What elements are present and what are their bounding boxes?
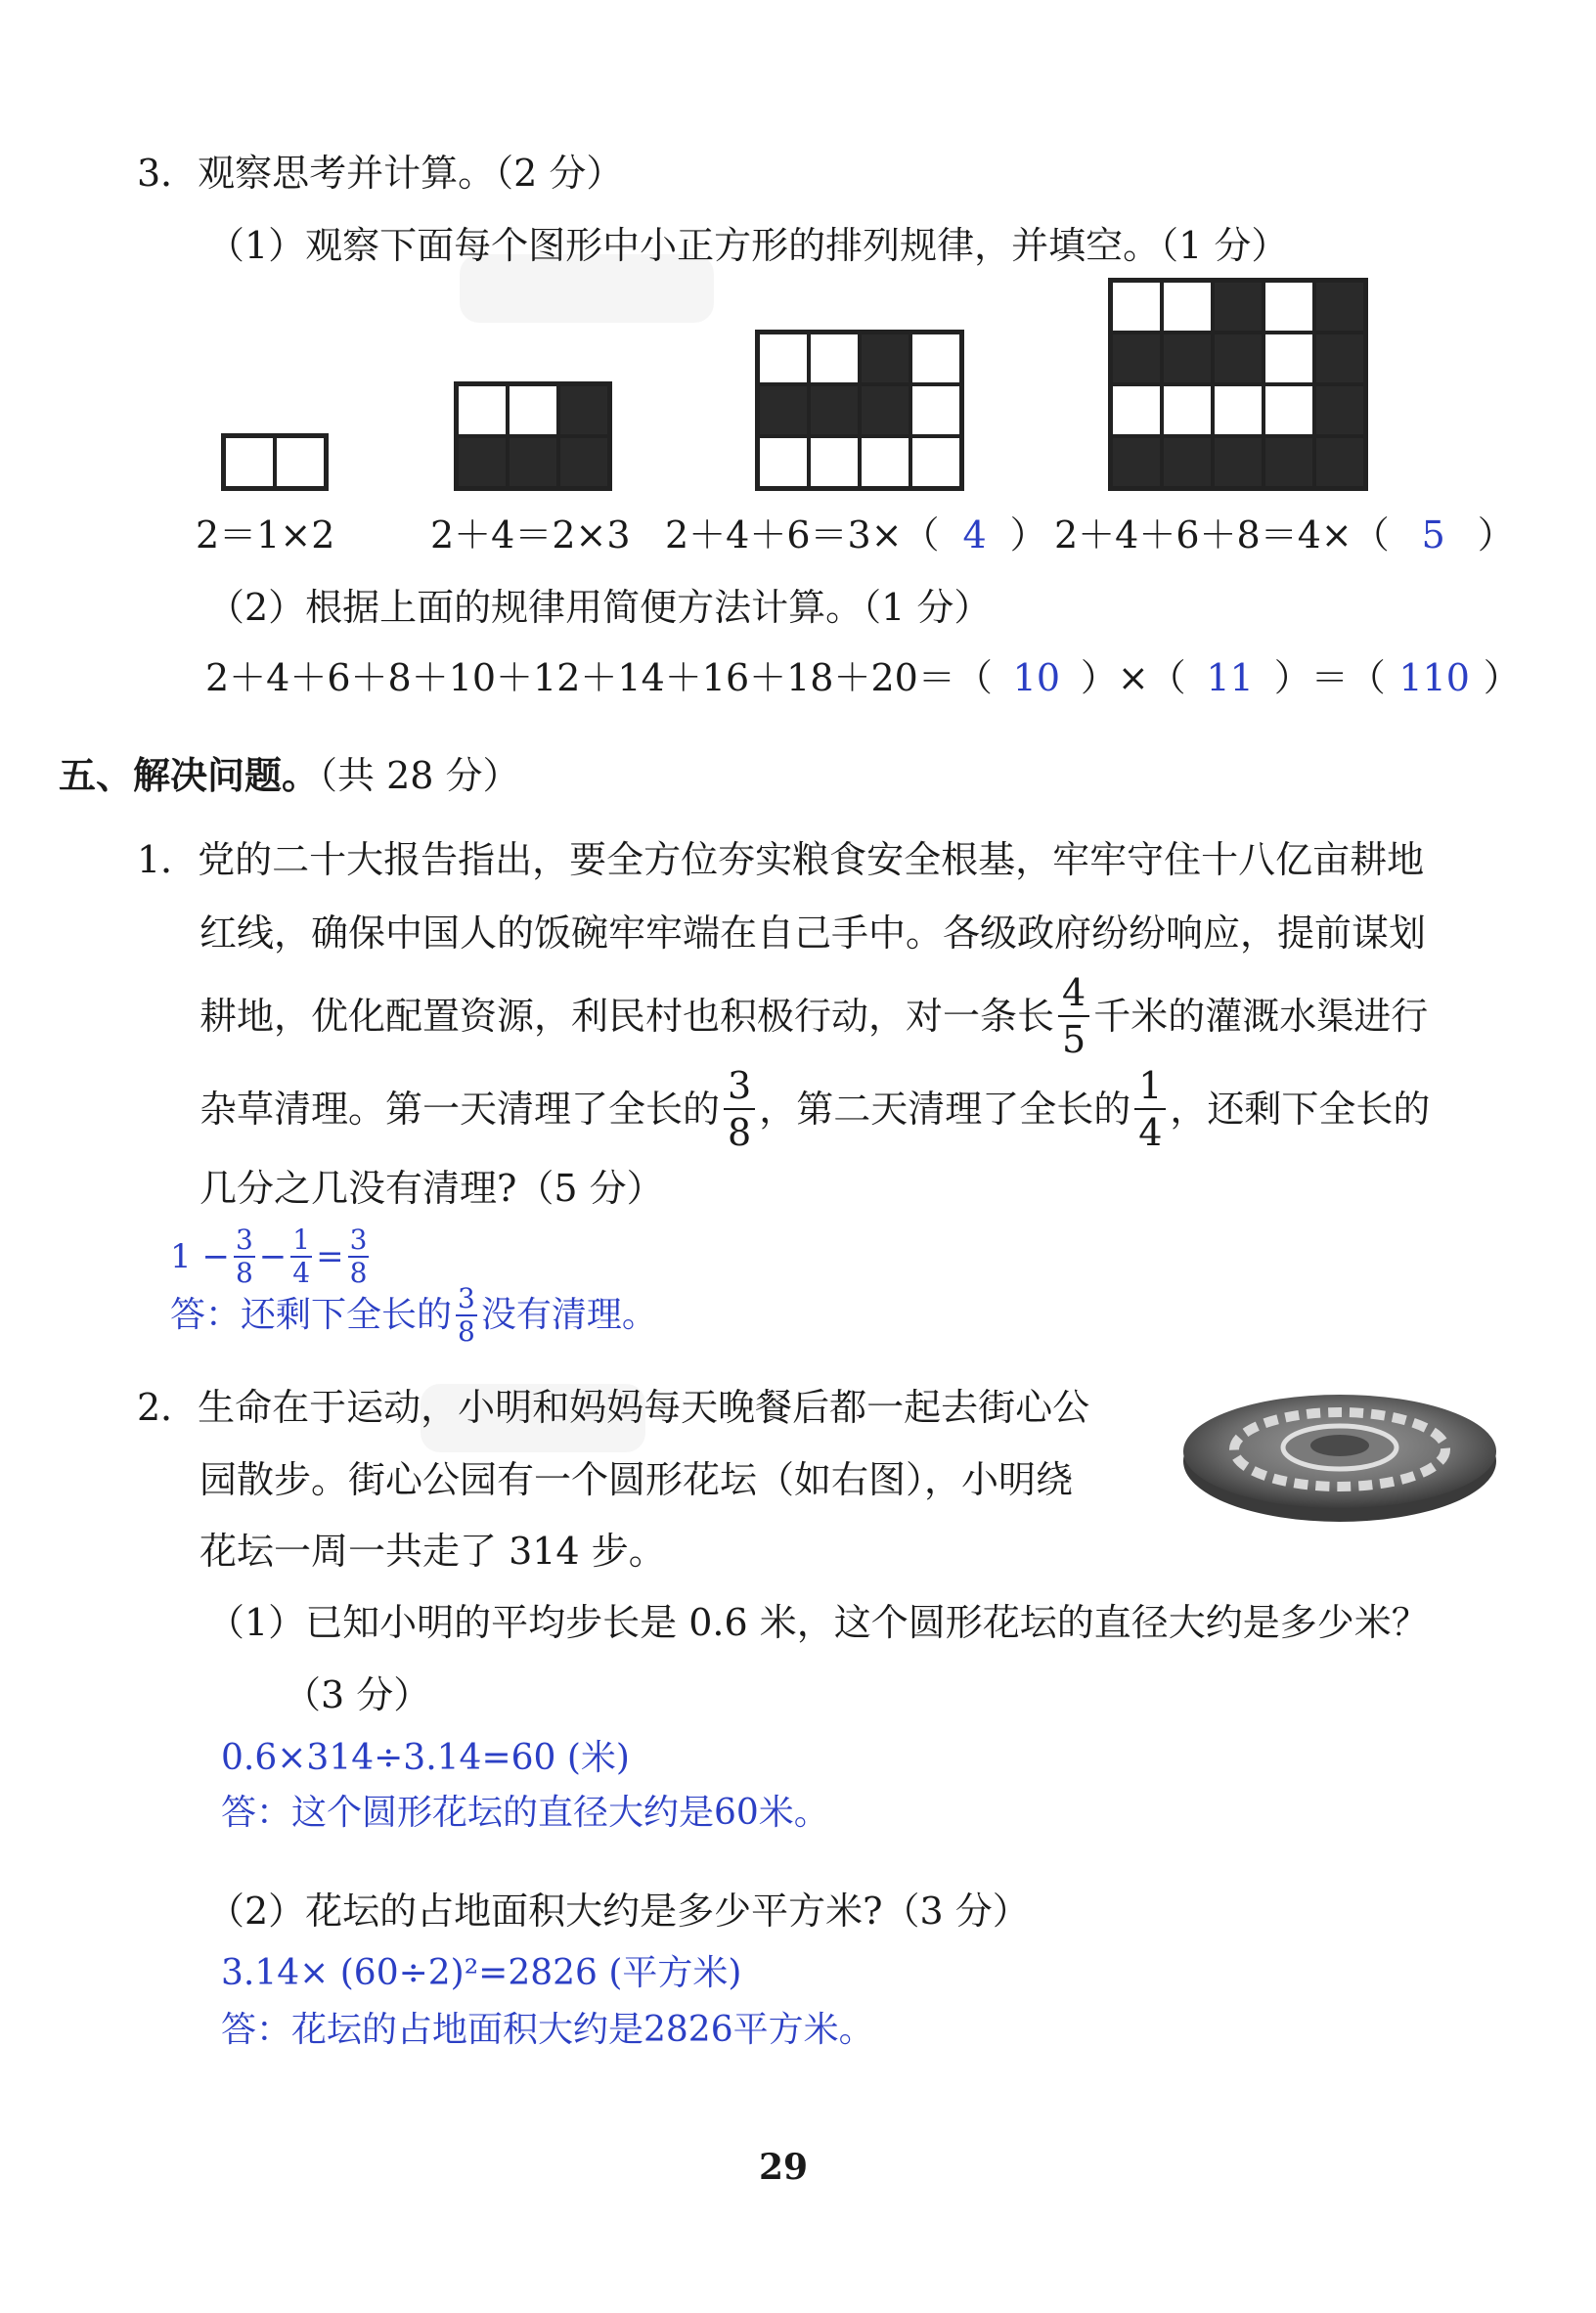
flower-bed-image bbox=[1178, 1381, 1501, 1528]
empty-square bbox=[1111, 384, 1162, 436]
problem-2-line-3: 花坛一周一共走了 314 步。 bbox=[200, 1530, 666, 1573]
section-5-heading bbox=[59, 753, 520, 797]
question-3-sub1: （1）观察下面每个图形中小正方形的排列规律，并填空。（1 分） bbox=[207, 224, 1289, 267]
equation-2: 2＋4＝2×3 bbox=[430, 513, 631, 556]
filled-square bbox=[558, 436, 609, 488]
problem-1-line-4-c: ，还剩下全长的 bbox=[1170, 1088, 1431, 1131]
empty-square bbox=[1111, 281, 1162, 333]
fraction-day-1 bbox=[724, 1064, 755, 1154]
problem-1-line-5: 几分之几没有清理?（5 分） bbox=[200, 1167, 664, 1210]
filled-square bbox=[1111, 436, 1162, 488]
equation-3-answer: 4 bbox=[962, 513, 987, 556]
problem-2-answer-2-calc: 3.14× (60÷2)²=2826 (平方米) bbox=[221, 1953, 742, 1993]
empty-square bbox=[910, 436, 961, 488]
filled-square bbox=[809, 384, 860, 436]
empty-square bbox=[809, 436, 860, 488]
answer-frac-3-num: 3 bbox=[349, 1223, 368, 1256]
filled-square bbox=[1162, 436, 1213, 488]
filled-square bbox=[1213, 333, 1264, 384]
fraction-length-num: 4 bbox=[1058, 974, 1089, 1017]
answer-eq-part-3: = bbox=[316, 1237, 344, 1276]
sum-times: ）×（ bbox=[1080, 656, 1186, 699]
answer-text-b: 没有清理。 bbox=[480, 1295, 657, 1335]
problem-1-line-4 bbox=[200, 1064, 1430, 1154]
answer-eq-part-2: − bbox=[258, 1237, 288, 1276]
problem-2-sub-1: （1）已知小明的平均步长是 0.6 米，这个圆形花坛的直径大约是多少米？ bbox=[207, 1601, 1429, 1644]
answer-frac-2-num: 1 bbox=[292, 1223, 311, 1256]
fraction-length-den: 5 bbox=[1062, 1018, 1086, 1061]
pattern-grid-3 bbox=[755, 330, 964, 491]
fraction-length bbox=[1058, 971, 1089, 1061]
problem-2-answer-1-calc: 0.6×314÷3.14=60 (米) bbox=[221, 1738, 630, 1778]
equation-4-answer: 5 bbox=[1421, 513, 1445, 556]
problem-2-sub-1-points: （3 分） bbox=[284, 1673, 431, 1716]
answer-frac-3 bbox=[348, 1223, 370, 1289]
empty-square bbox=[1264, 384, 1314, 436]
empty-square bbox=[1213, 384, 1264, 436]
equation-3-close: ） bbox=[1009, 513, 1047, 556]
problem-1-line-1: 1．党的二十大报告指出，要全方位夯实粮食安全根基，牢牢守住十八亿亩耕地 bbox=[137, 838, 1425, 881]
filled-square bbox=[1162, 333, 1213, 384]
problem-1-line-4-a: 杂草清理。第一天清理了全长的 bbox=[200, 1088, 721, 1131]
empty-square bbox=[1264, 333, 1314, 384]
fraction-day-2-num: 1 bbox=[1134, 1067, 1166, 1110]
empty-square bbox=[1162, 281, 1213, 333]
answer-frac-1-den: 8 bbox=[235, 1257, 253, 1289]
problem-1-line-3-a: 耕地，优化配置资源，利民村也积极行动，对一条长 bbox=[200, 995, 1055, 1038]
question-3-title: 3．观察思考并计算。（2 分） bbox=[137, 152, 624, 195]
problem-2-line-1: 2．生命在于运动，小明和妈妈每天晚餐后都一起去街心公 bbox=[137, 1386, 1090, 1429]
empty-square bbox=[758, 333, 809, 384]
sum-close: ） bbox=[1483, 656, 1521, 699]
empty-square bbox=[275, 436, 326, 488]
equation-4-text: 2＋4＋6＋8＝4×（ bbox=[1054, 513, 1390, 556]
flower-bed-core bbox=[1310, 1435, 1369, 1456]
empty-square bbox=[809, 333, 860, 384]
fraction-day-2 bbox=[1134, 1064, 1166, 1154]
empty-square bbox=[758, 436, 809, 488]
filled-square bbox=[558, 384, 609, 436]
section-5-title: 五、解决问题。 bbox=[59, 753, 320, 797]
equation-3 bbox=[665, 513, 1047, 556]
answer-frac-3-den: 8 bbox=[349, 1257, 368, 1289]
filled-square bbox=[1314, 436, 1365, 488]
equation-1: 2＝1×2 bbox=[196, 513, 335, 556]
empty-square bbox=[1264, 281, 1314, 333]
filled-square bbox=[1111, 333, 1162, 384]
answer-text-frac-den: 8 bbox=[458, 1315, 475, 1348]
filled-square bbox=[508, 436, 558, 488]
sum-answer-1: 10 bbox=[1012, 656, 1061, 699]
filled-square bbox=[457, 436, 508, 488]
sum-equals: ）＝（ bbox=[1273, 656, 1386, 699]
equation-4-close: ） bbox=[1477, 513, 1515, 556]
sum-answer-3: 110 bbox=[1398, 656, 1470, 699]
problem-2-sub-2: （2）花坛的占地面积大约是多少平方米?（3 分） bbox=[207, 1890, 1030, 1933]
answer-frac-1 bbox=[234, 1223, 255, 1289]
filled-square bbox=[1213, 436, 1264, 488]
problem-2-answer-2-text: 答：花坛的占地面积大约是2826平方米。 bbox=[221, 2010, 874, 2050]
empty-square bbox=[860, 436, 910, 488]
filled-square bbox=[1213, 281, 1264, 333]
sum-text: 2＋4＋6＋8＋10＋12＋14＋16＋18＋20＝（ bbox=[205, 656, 993, 699]
empty-square bbox=[910, 384, 961, 436]
answer-eq-part-1: 1 − bbox=[170, 1237, 230, 1276]
sum-equation bbox=[205, 656, 1521, 699]
answer-text-frac bbox=[456, 1282, 477, 1348]
problem-1-line-3 bbox=[200, 972, 1428, 1060]
problem-1-line-3-b: 千米的灌溉水渠进行 bbox=[1093, 995, 1429, 1038]
problem-2-line-2: 园散步。街心公园有一个圆形花坛（如右图），小明绕 bbox=[200, 1458, 1074, 1501]
equation-3-text: 2＋4＋6＝3×（ bbox=[665, 513, 940, 556]
pattern-grid-1 bbox=[221, 433, 329, 491]
filled-square bbox=[758, 384, 809, 436]
equation-4 bbox=[1054, 513, 1515, 556]
problem-1-line-4-b: ，第二天清理了全长的 bbox=[759, 1088, 1131, 1131]
filled-square bbox=[860, 333, 910, 384]
problem-1-answer-text bbox=[170, 1281, 657, 1350]
sum-answer-2: 11 bbox=[1206, 656, 1254, 699]
pattern-grid-2 bbox=[454, 381, 612, 491]
answer-frac-2 bbox=[290, 1223, 312, 1289]
answer-frac-2-den: 4 bbox=[292, 1257, 311, 1289]
page-number: 29 bbox=[759, 2147, 809, 2188]
fraction-day-1-den: 8 bbox=[728, 1111, 752, 1154]
question-3-sub2: （2）根据上面的规律用简便方法计算。（1 分） bbox=[207, 586, 992, 629]
answer-text-a: 答：还剩下全长的 bbox=[170, 1295, 453, 1335]
filled-square bbox=[1314, 333, 1365, 384]
answer-text-frac-num: 3 bbox=[458, 1282, 475, 1314]
fraction-day-1-num: 3 bbox=[724, 1067, 755, 1110]
filled-square bbox=[1264, 436, 1314, 488]
filled-square bbox=[1314, 281, 1365, 333]
empty-square bbox=[224, 436, 275, 488]
fraction-day-2-den: 4 bbox=[1138, 1111, 1163, 1154]
filled-square bbox=[860, 384, 910, 436]
problem-2-answer-1-text: 答：这个圆形花坛的直径大约是60米。 bbox=[221, 1793, 829, 1833]
answer-frac-1-num: 3 bbox=[235, 1223, 253, 1256]
problem-1-line-2: 红线，确保中国人的饭碗牢牢端在自己手中。各级政府纷纷响应，提前谋划 bbox=[200, 912, 1427, 955]
pattern-grid-4 bbox=[1108, 278, 1368, 491]
filled-square bbox=[1314, 384, 1365, 436]
section-5-points: （共 28 分） bbox=[319, 754, 520, 797]
empty-square bbox=[1162, 384, 1213, 436]
empty-square bbox=[508, 384, 558, 436]
empty-square bbox=[457, 384, 508, 436]
empty-square bbox=[910, 333, 961, 384]
